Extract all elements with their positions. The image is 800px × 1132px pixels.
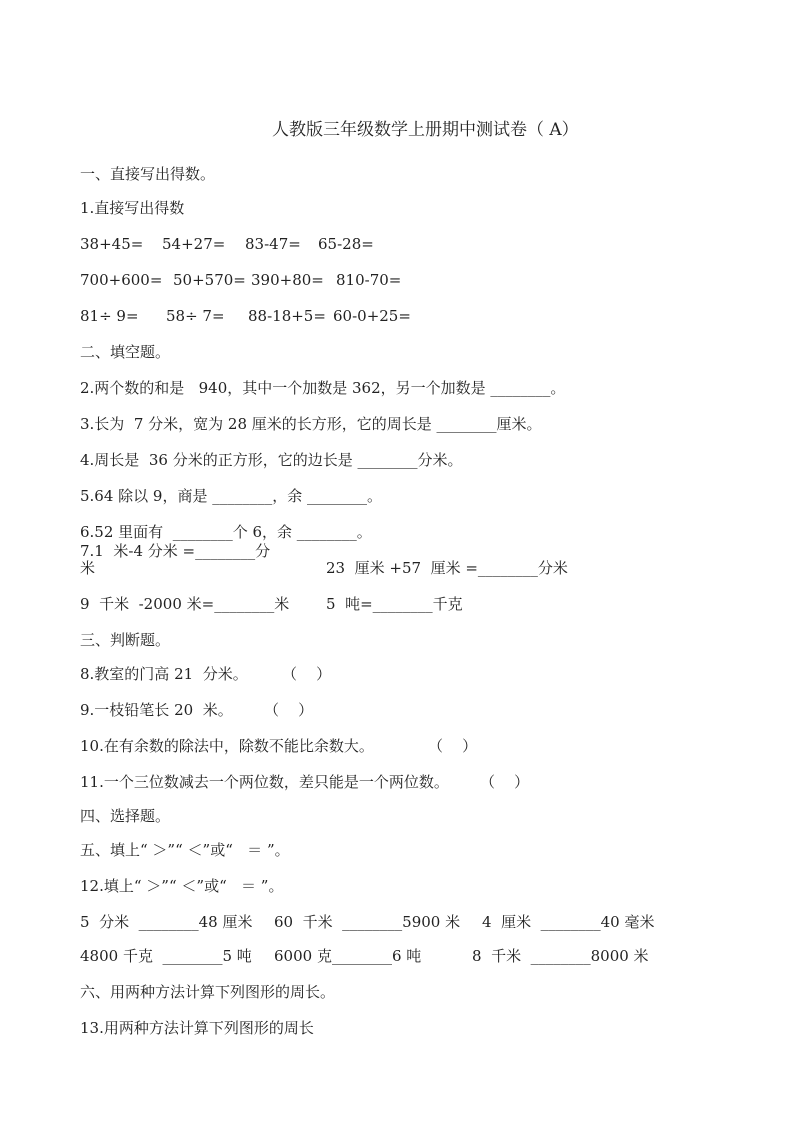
q1-item: 700+600= bbox=[80, 271, 163, 289]
question-7a-line2: 米 bbox=[80, 559, 96, 577]
question-7b: 23 厘米 +57 厘米 =________分米 bbox=[326, 559, 568, 577]
answer-paren: （ ） bbox=[480, 773, 530, 791]
q1-item: 88-18+5= bbox=[248, 307, 326, 325]
q1-item: 50+570= bbox=[173, 271, 246, 289]
question-7a-line1: 7.1 米-4 分米 =________分 bbox=[80, 542, 271, 560]
question-13: 13.用两种方法计算下列图形的周长 bbox=[80, 1019, 314, 1037]
q12-item: 5 分米 ________48 厘米 bbox=[80, 913, 253, 931]
question-2: 2.两个数的和是 940，其中一个加数是 362，另一个加数是 ________。 bbox=[80, 379, 566, 397]
q1-item: 65-28= bbox=[318, 235, 374, 253]
question-6: 6.52 里面有 ________个 6，余 ________。 bbox=[80, 523, 372, 541]
q12-item: 8 千米 ________8000 米 bbox=[472, 947, 649, 965]
question-9: 9.一枝铅笔长 20 米。 bbox=[80, 701, 233, 719]
section-heading-6: 六、用两种方法计算下列图形的周长。 bbox=[80, 983, 336, 1001]
question-12-label: 12.填上“ ＞”“ ＜”或“ ＝ ”。 bbox=[80, 877, 284, 895]
answer-paren: （ ） bbox=[428, 737, 478, 755]
question-5: 5.64 除以 9，商是 ________，余 ________。 bbox=[80, 487, 383, 505]
question-4: 4.周长是 36 分米的正方形，它的边长是 ________分米。 bbox=[80, 451, 463, 469]
question-10: 10.在有余数的除法中，除数不能比余数大。 bbox=[80, 737, 374, 755]
question-7c: 9 千米 -2000 米=________米 bbox=[80, 595, 290, 613]
q1-item: 810-70= bbox=[336, 271, 402, 289]
answer-paren: （ ） bbox=[282, 665, 332, 683]
question-3: 3.长为 7 分米，宽为 28 厘米的长方形，它的周长是 ________厘米。 bbox=[80, 415, 542, 433]
q1-item: 38+45= bbox=[80, 235, 144, 253]
q1-item: 81÷ 9= bbox=[80, 307, 139, 325]
answer-paren: （ ） bbox=[264, 701, 314, 719]
question-8: 8.教室的门高 21 分米。 bbox=[80, 665, 248, 683]
section-heading-3: 三、判断题。 bbox=[80, 631, 171, 649]
section-heading-4: 四、选择题。 bbox=[80, 807, 171, 825]
q1-item: 390+80= bbox=[251, 271, 324, 289]
q1-item: 60-0+25= bbox=[333, 307, 411, 325]
question-1-label: 1.直接写出得数 bbox=[80, 199, 185, 217]
q12-item: 6000 克________6 吨 bbox=[274, 947, 422, 965]
q1-item: 83-47= bbox=[245, 235, 301, 253]
page-title: 人教版三年级数学上册期中测试卷（ A） bbox=[272, 120, 579, 140]
q12-item: 60 千米 ________5900 米 bbox=[274, 913, 461, 931]
q12-item: 4800 千克 ________5 吨 bbox=[80, 947, 252, 965]
q1-item: 54+27= bbox=[162, 235, 226, 253]
section-heading-5: 五、填上“ ＞”“ ＜”或“ ＝ ”。 bbox=[80, 841, 290, 859]
q1-item: 58÷ 7= bbox=[166, 307, 225, 325]
q12-item: 4 厘米 ________40 毫米 bbox=[482, 913, 655, 931]
question-11: 11.一个三位数减去一个两位数，差只能是一个两位数。 bbox=[80, 773, 449, 791]
section-heading-1: 一、直接写出得数。 bbox=[80, 165, 216, 183]
section-heading-2: 二、填空题。 bbox=[80, 343, 171, 361]
question-7d: 5 吨=________千克 bbox=[326, 595, 463, 613]
